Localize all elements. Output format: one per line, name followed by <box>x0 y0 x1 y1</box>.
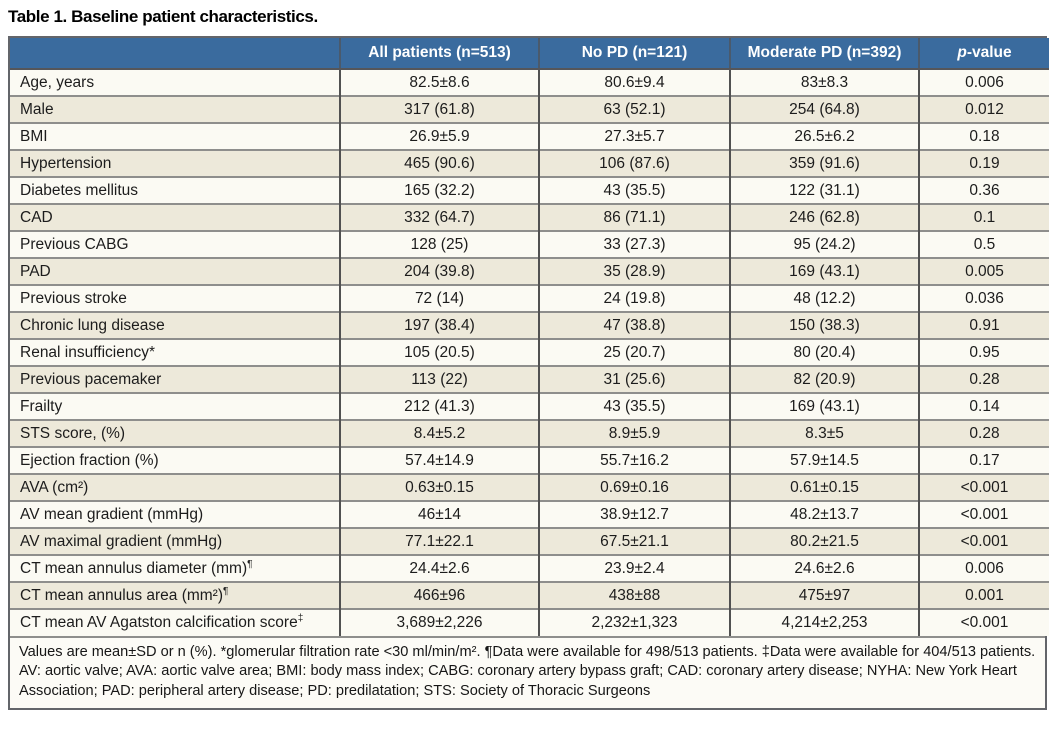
table-footnote: Values are mean±SD or n (%). *glomerular filtration rate <30 ml/min/m². ¶Data were available for 498/513 patients. ‡Data were available for 404/513 patients. AV: aortic valve; AVA: aortic valve area; BMI: body mass index; CABG: coronary artery bypass graft; CAD: coronary artery disease; NYHA: New York Heart Association; PAD: peripheral artery disease; PD: predilatation; STS: Society of Thoracic Surgeons <box>10 636 1045 708</box>
row-label: Chronic lung disease <box>10 312 340 339</box>
row-label: Ejection fraction (%) <box>10 447 340 474</box>
p-value-cell: 0.5 <box>919 231 1049 258</box>
all-patients-value: 3,689±2,226 <box>340 609 539 636</box>
table-row <box>10 447 1049 474</box>
header-no-pd: No PD (n=121) <box>539 38 730 69</box>
row-label: STS score, (%) <box>10 420 340 447</box>
p-value-cell: 0.14 <box>919 393 1049 420</box>
all-patients-value: 197 (38.4) <box>340 312 539 339</box>
table-row <box>10 123 1049 150</box>
all-patients-value: 317 (61.8) <box>340 96 539 123</box>
no-pd-value: 106 (87.6) <box>539 150 730 177</box>
table-row <box>10 528 1049 555</box>
p-value-cell: 0.012 <box>919 96 1049 123</box>
header-all-patients: All patients (n=513) <box>340 38 539 69</box>
row-label: Frailty <box>10 393 340 420</box>
header-empty-cell <box>10 38 340 69</box>
row-label: CT mean annulus area (mm²)¶ <box>10 582 340 609</box>
all-patients-value: 24.4±2.6 <box>340 555 539 582</box>
footnote-marker: ¶ <box>223 585 229 597</box>
no-pd-value: 43 (35.5) <box>539 177 730 204</box>
p-value-cell: 0.001 <box>919 582 1049 609</box>
p-value-cell: <0.001 <box>919 501 1049 528</box>
no-pd-value: 67.5±21.1 <box>539 528 730 555</box>
table-row <box>10 177 1049 204</box>
table-row <box>10 96 1049 123</box>
row-label: PAD <box>10 258 340 285</box>
no-pd-value: 2,232±1,323 <box>539 609 730 636</box>
table-row <box>10 366 1049 393</box>
all-patients-value: 8.4±5.2 <box>340 420 539 447</box>
row-label: AV maximal gradient (mmHg) <box>10 528 340 555</box>
p-value-cell: <0.001 <box>919 609 1049 636</box>
all-patients-value: 165 (32.2) <box>340 177 539 204</box>
moderate-pd-value: 8.3±5 <box>730 420 919 447</box>
p-value-cell: <0.001 <box>919 528 1049 555</box>
table-row <box>10 501 1049 528</box>
all-patients-value: 57.4±14.9 <box>340 447 539 474</box>
moderate-pd-value: 475±97 <box>730 582 919 609</box>
p-value-cell: 0.006 <box>919 69 1049 96</box>
p-value-cell: 0.005 <box>919 258 1049 285</box>
moderate-pd-value: 95 (24.2) <box>730 231 919 258</box>
p-value-cell: 0.28 <box>919 366 1049 393</box>
table-row <box>10 609 1049 636</box>
p-value-italic: p <box>957 44 967 61</box>
p-value-cell: 0.006 <box>919 555 1049 582</box>
moderate-pd-value: 24.6±2.6 <box>730 555 919 582</box>
header-moderate-pd: Moderate PD (n=392) <box>730 38 919 69</box>
all-patients-value: 128 (25) <box>340 231 539 258</box>
table-row <box>10 555 1049 582</box>
no-pd-value: 23.9±2.4 <box>539 555 730 582</box>
row-label: BMI <box>10 123 340 150</box>
all-patients-value: 105 (20.5) <box>340 339 539 366</box>
table-container <box>8 36 1047 710</box>
p-value-cell: 0.28 <box>919 420 1049 447</box>
all-patients-value: 77.1±22.1 <box>340 528 539 555</box>
row-label: AV mean gradient (mmHg) <box>10 501 340 528</box>
table-row <box>10 204 1049 231</box>
table-body <box>10 69 1049 636</box>
p-value-rest: -value <box>966 44 1012 61</box>
p-value-cell: 0.91 <box>919 312 1049 339</box>
no-pd-value: 438±88 <box>539 582 730 609</box>
all-patients-value: 332 (64.7) <box>340 204 539 231</box>
table-title: Table 1. Baseline patient characteristics. <box>8 7 318 26</box>
footnote-marker: ‡ <box>297 612 304 624</box>
p-value-cell: 0.95 <box>919 339 1049 366</box>
no-pd-value: 86 (71.1) <box>539 204 730 231</box>
table-row <box>10 231 1049 258</box>
no-pd-value: 38.9±12.7 <box>539 501 730 528</box>
no-pd-value: 27.3±5.7 <box>539 123 730 150</box>
moderate-pd-value: 82 (20.9) <box>730 366 919 393</box>
all-patients-value: 212 (41.3) <box>340 393 539 420</box>
moderate-pd-value: 246 (62.8) <box>730 204 919 231</box>
all-patients-value: 465 (90.6) <box>340 150 539 177</box>
row-label: Previous CABG <box>10 231 340 258</box>
all-patients-value: 82.5±8.6 <box>340 69 539 96</box>
table-row <box>10 258 1049 285</box>
all-patients-value: 113 (22) <box>340 366 539 393</box>
p-value-cell: 0.036 <box>919 285 1049 312</box>
no-pd-value: 24 (19.8) <box>539 285 730 312</box>
no-pd-value: 63 (52.1) <box>539 96 730 123</box>
no-pd-value: 35 (28.9) <box>539 258 730 285</box>
row-label: Hypertension <box>10 150 340 177</box>
p-value-cell: <0.001 <box>919 474 1049 501</box>
no-pd-value: 25 (20.7) <box>539 339 730 366</box>
moderate-pd-value: 48 (12.2) <box>730 285 919 312</box>
baseline-characteristics-table <box>10 38 1049 636</box>
moderate-pd-value: 26.5±6.2 <box>730 123 919 150</box>
no-pd-value: 31 (25.6) <box>539 366 730 393</box>
table-row <box>10 393 1049 420</box>
no-pd-value: 33 (27.3) <box>539 231 730 258</box>
p-value-cell: 0.36 <box>919 177 1049 204</box>
all-patients-value: 26.9±5.9 <box>340 123 539 150</box>
no-pd-value: 8.9±5.9 <box>539 420 730 447</box>
header-p-value <box>919 38 1049 69</box>
footnote-marker: ¶ <box>247 558 253 570</box>
table-row <box>10 150 1049 177</box>
all-patients-value: 466±96 <box>340 582 539 609</box>
all-patients-value: 204 (39.8) <box>340 258 539 285</box>
no-pd-value: 55.7±16.2 <box>539 447 730 474</box>
moderate-pd-value: 0.61±0.15 <box>730 474 919 501</box>
row-label: AVA (cm²) <box>10 474 340 501</box>
moderate-pd-value: 48.2±13.7 <box>730 501 919 528</box>
no-pd-value: 0.69±0.16 <box>539 474 730 501</box>
no-pd-value: 80.6±9.4 <box>539 69 730 96</box>
moderate-pd-value: 169 (43.1) <box>730 258 919 285</box>
table-row <box>10 339 1049 366</box>
moderate-pd-value: 57.9±14.5 <box>730 447 919 474</box>
moderate-pd-value: 359 (91.6) <box>730 150 919 177</box>
no-pd-value: 47 (38.8) <box>539 312 730 339</box>
all-patients-value: 72 (14) <box>340 285 539 312</box>
row-label: Male <box>10 96 340 123</box>
table-row <box>10 582 1049 609</box>
table-row <box>10 312 1049 339</box>
row-label: CT mean annulus diameter (mm)¶ <box>10 555 340 582</box>
moderate-pd-value: 80 (20.4) <box>730 339 919 366</box>
row-label: Diabetes mellitus <box>10 177 340 204</box>
p-value-cell: 0.17 <box>919 447 1049 474</box>
moderate-pd-value: 80.2±21.5 <box>730 528 919 555</box>
all-patients-value: 0.63±0.15 <box>340 474 539 501</box>
table-row <box>10 69 1049 96</box>
moderate-pd-value: 169 (43.1) <box>730 393 919 420</box>
header-row <box>10 38 1049 69</box>
all-patients-value: 46±14 <box>340 501 539 528</box>
moderate-pd-value: 122 (31.1) <box>730 177 919 204</box>
table-row <box>10 285 1049 312</box>
table-row <box>10 420 1049 447</box>
moderate-pd-value: 4,214±2,253 <box>730 609 919 636</box>
row-label: CT mean AV Agatston calcification score‡ <box>10 609 340 636</box>
p-value-cell: 0.1 <box>919 204 1049 231</box>
row-label: Previous stroke <box>10 285 340 312</box>
moderate-pd-value: 83±8.3 <box>730 69 919 96</box>
moderate-pd-value: 150 (38.3) <box>730 312 919 339</box>
p-value-cell: 0.19 <box>919 150 1049 177</box>
p-value-cell: 0.18 <box>919 123 1049 150</box>
moderate-pd-value: 254 (64.8) <box>730 96 919 123</box>
row-label: Age, years <box>10 69 340 96</box>
table-row <box>10 474 1049 501</box>
no-pd-value: 43 (35.5) <box>539 393 730 420</box>
row-label: CAD <box>10 204 340 231</box>
row-label: Previous pacemaker <box>10 366 340 393</box>
row-label: Renal insufficiency* <box>10 339 340 366</box>
